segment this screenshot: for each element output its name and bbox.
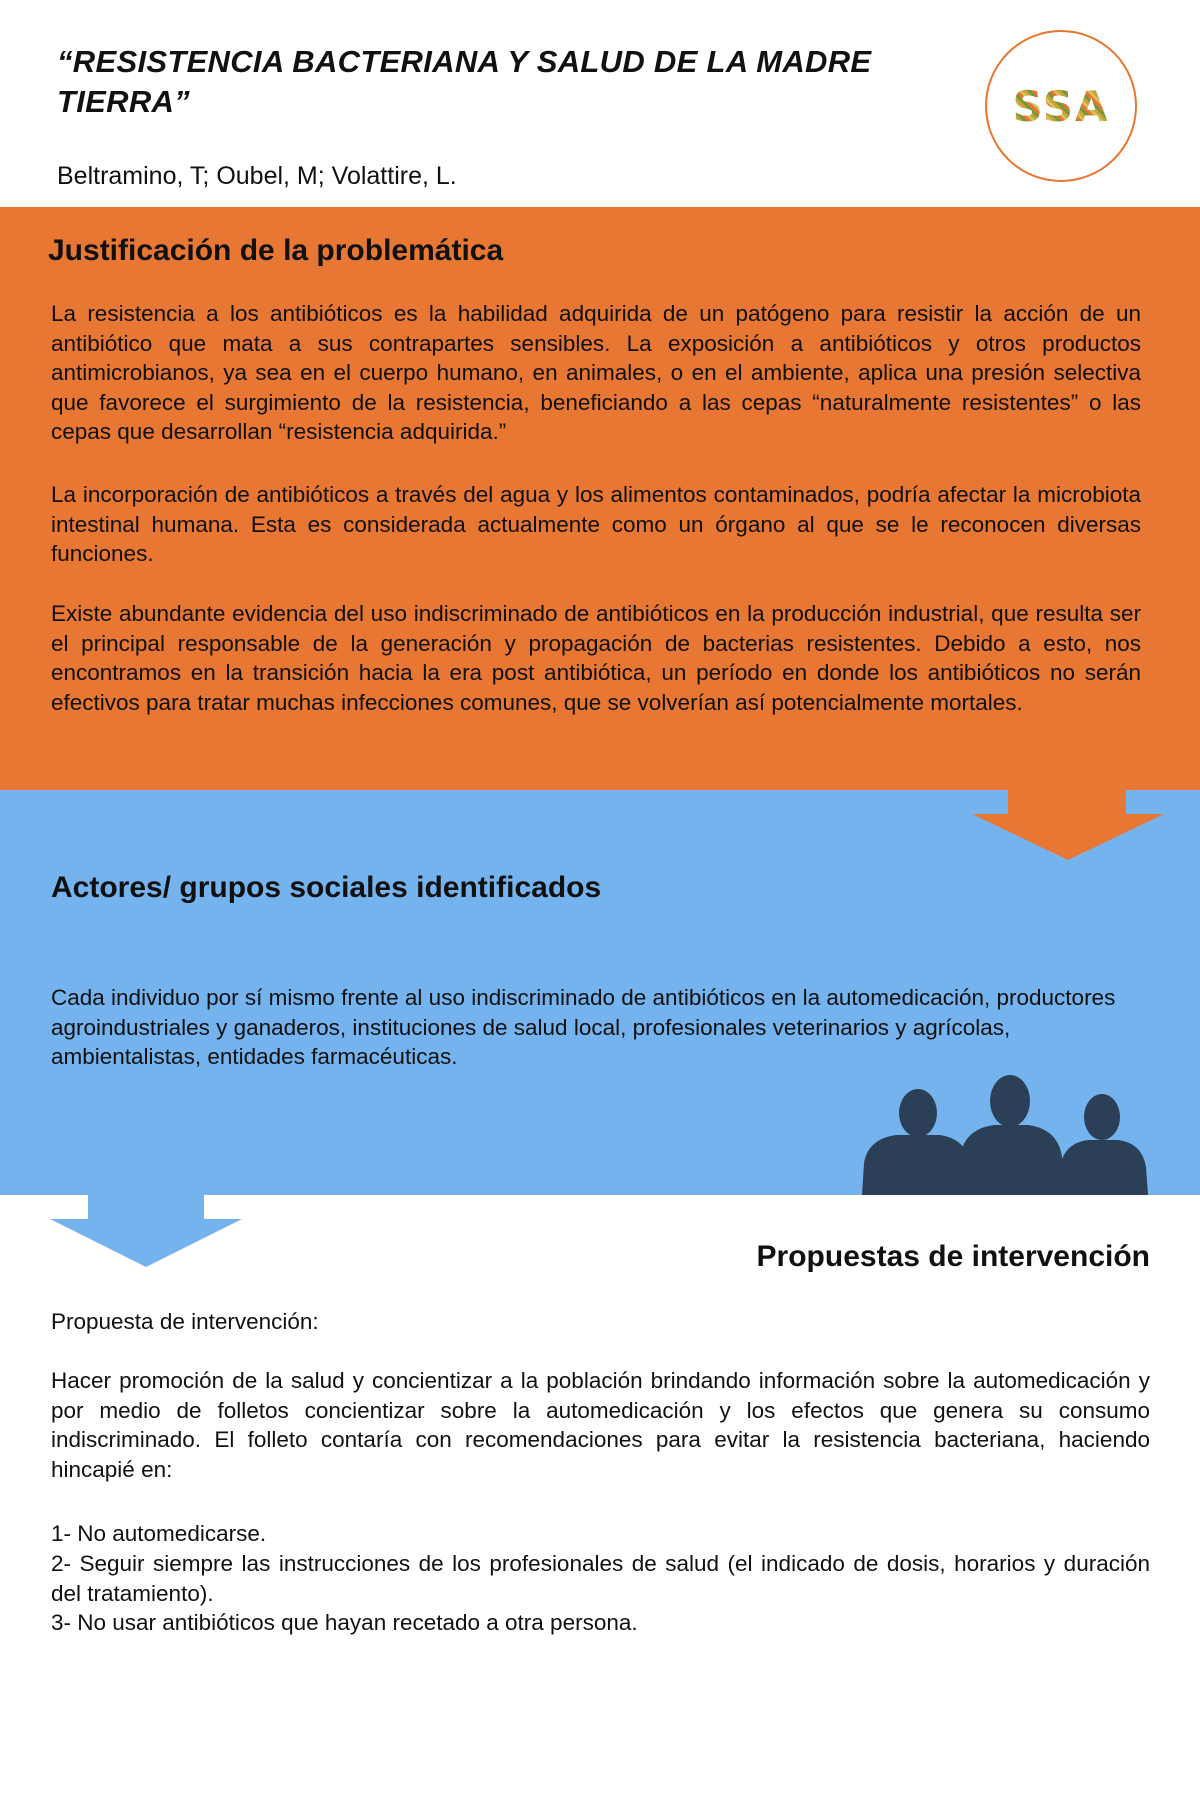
propuestas-intro: Propuesta de intervención: bbox=[51, 1309, 319, 1334]
propuestas-body: Hacer promoción de la salud y concientizar a la población brindando información sobre la automedicación y por medio de folletos concientizar sobre la automedicación y los efectos que genera su consumo indiscriminado. El folleto contaría con recomendaciones para evitar la resistencia bacteriana, haciendo hincapié en: bbox=[51, 1368, 1150, 1482]
justificacion-paragraph-2: La incorporación de antibióticos a través del agua y los alimentos contaminados, podría afectar la microbiota intestinal humana. Esta es considerada actualmente como un órgano al que se le reconocen diversas funciones. bbox=[51, 482, 1141, 566]
logo-text: SSA bbox=[1012, 81, 1110, 131]
actores-text: Cada individuo por sí mismo frente al uso indiscriminado de antibióticos en la automedicación, productores agroindustriales y ganaderos, instituciones de salud local, profesionales veterinarios y agrícolas, ambientalistas, entidades farmacéuticas. bbox=[51, 985, 1116, 1069]
people-group-icon bbox=[862, 1075, 1152, 1195]
justificacion-heading: Justificación de la problemática bbox=[48, 234, 504, 267]
section-justificacion bbox=[0, 207, 1200, 790]
propuestas-heading: Propuestas de intervención bbox=[756, 1240, 1150, 1273]
propuestas-item-3: 3- No usar antibióticos que hayan recetado a otra persona. bbox=[51, 1610, 638, 1635]
ssa-logo bbox=[985, 30, 1137, 182]
authors: Beltramino, T; Oubel, M; Volattire, L. bbox=[57, 162, 457, 190]
section-propuestas bbox=[0, 1195, 1200, 1800]
justificacion-paragraph-3: Existe abundante evidencia del uso indiscriminado de antibióticos en la producción industrial, que resulta ser el principal responsable de la generación y propagación de bacterias resistentes. Debido a esto, nos encontramos en la transición hacia la era post antibiótica, un período en donde los antibióticos no serán efectivos para tratar muchas infecciones comunes, que se volverían así potencialmente mortales. bbox=[51, 601, 1141, 715]
propuestas-item-2: 2- Seguir siempre las instrucciones de los profesionales de salud (el indicado de dosis, horarios y duración del tratamiento). bbox=[51, 1551, 1150, 1606]
orange-down-arrow-icon bbox=[972, 790, 1164, 860]
poster-title: “RESISTENCIA BACTERIANA Y SALUD DE LA MADRE TIERRA” bbox=[57, 44, 872, 119]
justificacion-paragraph-1: La resistencia a los antibióticos es la habilidad adquirida de un patógeno para resistir la acción de un antibiótico que mata a sus contrapartes sensibles. La exposición a antibióticos y otros productos antimicrobianos, ya sea en el cuerpo humano, en animales, o en el ambiente, aplica una presión selectiva que favorece el surgimiento de la resistencia, beneficiando a las cepas “naturalmente resistentes” o las cepas que desarrollan “resistencia adquirida.” bbox=[51, 301, 1141, 444]
propuestas-item-1: 1- No automedicarse. bbox=[51, 1521, 267, 1546]
poster-header bbox=[0, 0, 1200, 207]
blue-down-arrow-icon bbox=[50, 1195, 242, 1267]
actores-heading: Actores/ grupos sociales identificados bbox=[51, 871, 602, 904]
